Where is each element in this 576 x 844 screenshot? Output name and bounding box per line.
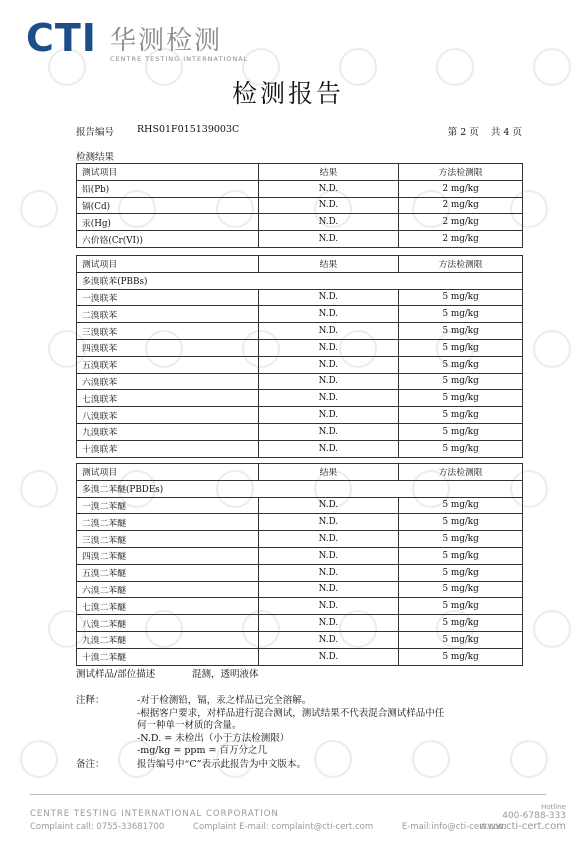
table-row (77, 197, 523, 214)
table-row (77, 514, 523, 531)
detection-limit: 5 mg/kg (399, 648, 523, 665)
detection-limit: 5 mg/kg (399, 423, 523, 440)
group-label: 多溴二苯醚(PBDEs) (77, 480, 523, 497)
result: N.D. (258, 497, 399, 514)
test-item: 四溴联苯 (77, 339, 259, 356)
test-item: 六溴联苯 (77, 373, 259, 390)
test-item: 十溴联苯 (77, 440, 259, 457)
company-name-en: CENTRE TESTING INTERNATIONAL (110, 55, 249, 63)
remark-text: 报告编号中“C”表示此报告为中文版本。 (137, 759, 306, 770)
test-item: 五溴联苯 (77, 356, 259, 373)
test-item: 二溴二苯醚 (77, 514, 259, 531)
result: N.D. (258, 648, 399, 665)
complaint-email: Complaint E-mail: complaint@cti-cert.com (193, 822, 374, 832)
table-row (77, 547, 523, 564)
test-item: 二溴联苯 (77, 306, 259, 323)
column-header: 测试项目 (77, 256, 259, 273)
column-header: 结果 (258, 164, 399, 181)
table-row (77, 214, 523, 231)
watermark-seal (510, 740, 548, 778)
detection-limit: 5 mg/kg (399, 373, 523, 390)
note-line: -对于检测铅，镉，汞之样品已完全溶解。 (137, 695, 312, 706)
result: N.D. (258, 323, 399, 340)
table-row (77, 180, 523, 197)
note-line: 何一种单一材质的含量。 (137, 720, 242, 731)
group-label: 多溴联苯(PBBs) (77, 272, 523, 289)
result: N.D. (258, 214, 399, 231)
website: www.cti-cert.com (479, 821, 566, 832)
test-item: 一溴联苯 (77, 289, 259, 306)
watermark-seal (20, 740, 58, 778)
table-row (77, 323, 523, 340)
result: N.D. (258, 231, 399, 248)
detection-limit: 5 mg/kg (399, 306, 523, 323)
table-group-row (77, 272, 523, 289)
watermark-seal (533, 610, 571, 648)
report-number-label: 报告编号 (76, 127, 115, 138)
table-row (77, 390, 523, 407)
detection-limit: 5 mg/kg (399, 514, 523, 531)
result: N.D. (258, 356, 399, 373)
table-row (77, 231, 523, 248)
column-header: 结果 (258, 464, 399, 481)
result: N.D. (258, 373, 399, 390)
column-header: 方法检测限 (399, 256, 523, 273)
detection-limit: 2 mg/kg (399, 197, 523, 214)
table-row (77, 598, 523, 615)
table-row (77, 373, 523, 390)
result: N.D. (258, 564, 399, 581)
result: N.D. (258, 180, 399, 197)
table-header-row (77, 464, 523, 481)
test-item: 四溴二苯醚 (77, 547, 259, 564)
table-group-row (77, 480, 523, 497)
sample-description-label: 测试样品/部位描述 (76, 669, 156, 680)
table-row (77, 564, 523, 581)
detection-limit: 5 mg/kg (399, 390, 523, 407)
test-item: 六价铬(Cr(VI)) (77, 231, 259, 248)
table-row (77, 531, 523, 548)
result: N.D. (258, 390, 399, 407)
detection-limit: 2 mg/kg (399, 231, 523, 248)
result: N.D. (258, 197, 399, 214)
footer-divider (30, 794, 546, 795)
test-item: 汞(Hg) (77, 214, 259, 231)
table-row (77, 648, 523, 665)
table-row (77, 339, 523, 356)
column-header: 结果 (258, 256, 399, 273)
detection-limit: 5 mg/kg (399, 564, 523, 581)
watermark-seal (20, 190, 58, 228)
detection-limit: 5 mg/kg (399, 356, 523, 373)
result: N.D. (258, 547, 399, 564)
result: N.D. (258, 615, 399, 632)
detection-limit: 5 mg/kg (399, 339, 523, 356)
result: N.D. (258, 306, 399, 323)
detection-limit: 5 mg/kg (399, 323, 523, 340)
results-label: 检测结果 (76, 152, 115, 163)
detection-limit: 5 mg/kg (399, 598, 523, 615)
test-item: 三溴联苯 (77, 323, 259, 340)
detection-limit: 5 mg/kg (399, 497, 523, 514)
detection-limit: 5 mg/kg (399, 407, 523, 424)
table-row (77, 440, 523, 457)
table-header-row (77, 164, 523, 181)
report-number: RHS01F015139003C (137, 124, 240, 135)
result: N.D. (258, 514, 399, 531)
detection-limit: 5 mg/kg (399, 615, 523, 632)
table-row (77, 581, 523, 598)
test-item: 一溴二苯醚 (77, 497, 259, 514)
detection-limit: 5 mg/kg (399, 581, 523, 598)
results-table (76, 163, 523, 248)
note-line: -mg/kg = ppm = 百万分之几 (137, 745, 268, 756)
results-table (76, 255, 523, 458)
detection-limit: 5 mg/kg (399, 547, 523, 564)
table-row (77, 289, 523, 306)
table-row (77, 306, 523, 323)
test-item: 铅(Pb) (77, 180, 259, 197)
result: N.D. (258, 423, 399, 440)
test-item: 九溴二苯醚 (77, 631, 259, 648)
watermark-seal (20, 470, 58, 508)
test-item: 八溴二苯醚 (77, 615, 259, 632)
test-item: 六溴二苯醚 (77, 581, 259, 598)
test-item: 九溴联苯 (77, 423, 259, 440)
footer-company: CENTRE TESTING INTERNATIONAL CORPORATION (30, 809, 279, 819)
cti-logo: CTI (26, 16, 97, 60)
table-row (77, 407, 523, 424)
complaint-call: Complaint call: 0755-33681700 (30, 822, 165, 832)
column-header: 方法检测限 (399, 464, 523, 481)
table-row (77, 356, 523, 373)
test-item: 八溴联苯 (77, 407, 259, 424)
remark-label: 备注： (76, 759, 105, 770)
report-header (18, 14, 318, 70)
column-header: 测试项目 (77, 164, 259, 181)
detection-limit: 2 mg/kg (399, 180, 523, 197)
notes-label: 注释： (76, 695, 105, 706)
hotline-label: Hotline (541, 803, 566, 811)
detection-limit: 5 mg/kg (399, 440, 523, 457)
result: N.D. (258, 440, 399, 457)
notes-list (137, 695, 444, 758)
watermark-seal (533, 330, 571, 368)
results-table (76, 463, 523, 666)
table-row (77, 423, 523, 440)
company-name-cn: 华测检测 (110, 26, 223, 56)
test-item: 五溴二苯醚 (77, 564, 259, 581)
test-item: 七溴联苯 (77, 390, 259, 407)
column-header: 方法检测限 (399, 164, 523, 181)
column-header: 测试项目 (77, 464, 259, 481)
footer-contacts (30, 822, 533, 832)
result: N.D. (258, 531, 399, 548)
report-title: 检测报告 (231, 79, 344, 108)
hotline-number: 400-6788-333 (502, 811, 566, 821)
note-line: -根据客户要求，对样品进行混合测试，测试结果不代表混合测试样品中任 (137, 707, 445, 719)
result: N.D. (258, 631, 399, 648)
test-item: 三溴二苯醚 (77, 531, 259, 548)
result: N.D. (258, 339, 399, 356)
contact-email: E-mail:info@cti-cert.com (401, 822, 507, 832)
test-item: 七溴二苯醚 (77, 598, 259, 615)
page-info: 第 2 页 共 4 页 (447, 127, 522, 138)
detection-limit: 5 mg/kg (399, 531, 523, 548)
detection-limit: 2 mg/kg (399, 214, 523, 231)
table-row (77, 615, 523, 632)
test-item: 镉(Cd) (77, 197, 259, 214)
detection-limit: 5 mg/kg (399, 631, 523, 648)
result: N.D. (258, 407, 399, 424)
detection-limit: 5 mg/kg (399, 289, 523, 306)
result: N.D. (258, 581, 399, 598)
result: N.D. (258, 289, 399, 306)
table-row (77, 497, 523, 514)
result: N.D. (258, 598, 399, 615)
table-row (77, 631, 523, 648)
sample-description: 混测，透明液体 (192, 669, 259, 680)
hotline-block (479, 803, 566, 832)
note-line: -N.D. = 未检出（小于方法检测限） (137, 732, 290, 744)
table-header-row (77, 256, 523, 273)
test-item: 十溴二苯醚 (77, 648, 259, 665)
